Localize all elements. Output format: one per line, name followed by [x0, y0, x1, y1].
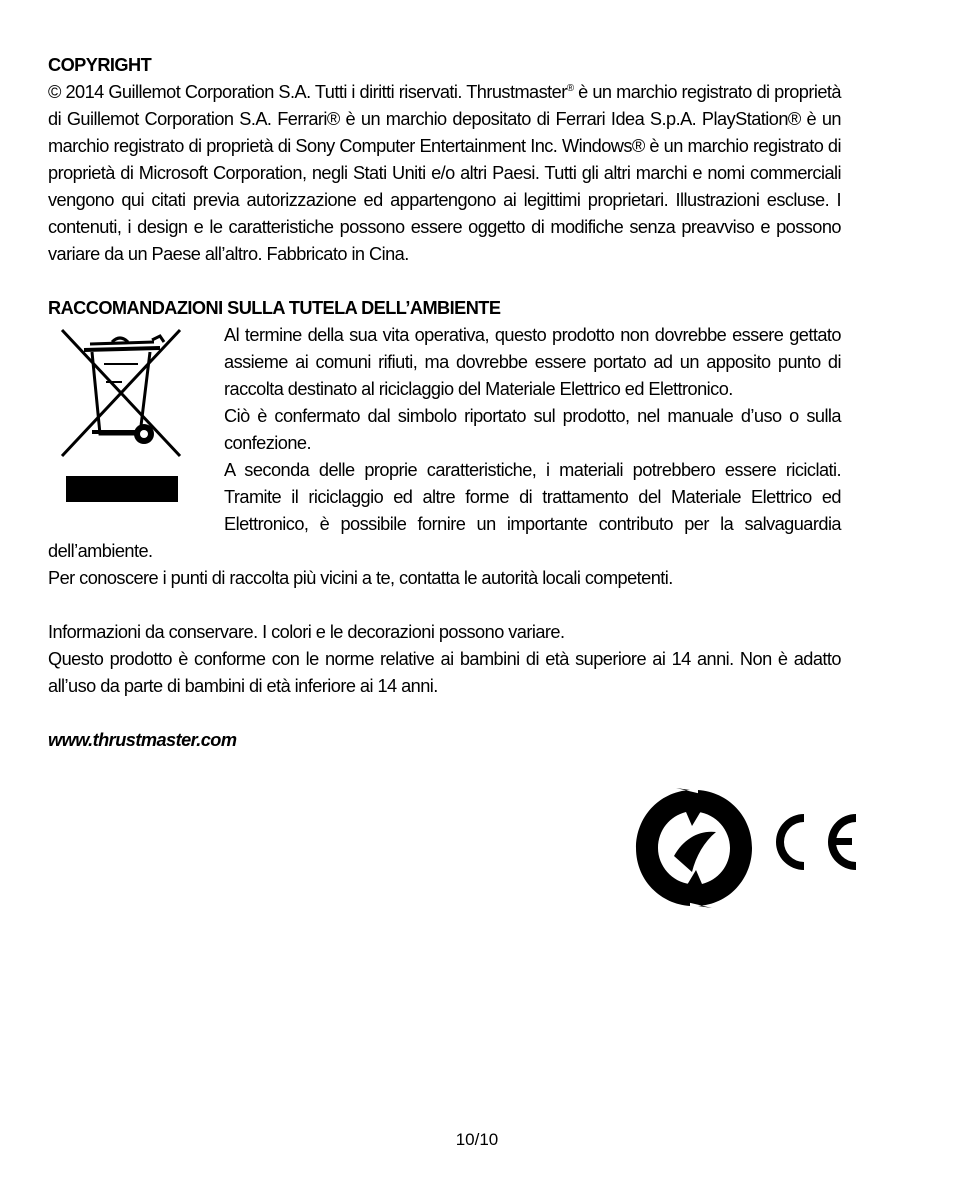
weee-symbol — [48, 322, 224, 538]
copyright-text-rest: è un marchio registrato di proprietà di Guillemot Corporation S.A. Ferrari® è un marchio depositato di Ferrari Idea S.p.A. PlayStation® è un marchio registrato di proprietà di Sony Computer Entertainment Inc. Windows® è un marchio registrato di proprietà di Microsoft Corporation, negli Stati Uniti e/o altri Paesi. Tutti gli altri marchi e nomi commerciali vengono qui citati previa autorizzazione ed appartengono ai legittimi proprietari. Illustrazioni escluse. I contenuti, i design e le caratteristiche possono essere oggetto di modifiche senza preavviso e possono variare da un Paese all’altro. Fabbricato in Cina. — [48, 82, 841, 264]
certification-logos — [634, 786, 860, 915]
info-line-2: Questo prodotto è conforme con le norme relative ai bambini di età superiore ai 14 anni. Non è adatto all’uso da parte di bambini di età inferiore ai 14 anni. — [48, 649, 841, 696]
document-page — [48, 52, 841, 754]
environment-paragraph-2: Ciò è confermato dal simbolo riportato sul prodotto, nel manuale d’uso o sulla confezione. — [224, 406, 841, 453]
green-dot-icon — [636, 788, 752, 908]
registered-mark: ® — [566, 82, 574, 94]
copyright-heading: COPYRIGHT — [48, 55, 152, 75]
black-bar — [66, 476, 178, 502]
website-link[interactable]: www.thrustmaster.com — [48, 730, 237, 750]
weee-crossed-bin-icon — [56, 322, 184, 462]
green-dot-and-ce-icons — [634, 786, 860, 910]
environment-paragraph-1: Al termine della sua vita operativa, questo prodotto non dovrebbe essere gettato assieme ai comuni rifiuti, ma dovrebbe essere portato ad un apposito punto di raccolta destinato al riciclaggio del Materiale Elettrico ed Elettronico. — [224, 325, 841, 399]
environment-paragraph-4: Per conoscere i punti di raccolta più vicini a te, contatta le autorità locali competenti. — [48, 568, 673, 588]
environment-paragraph-3: A seconda delle proprie caratteristiche, i materiali potrebbero essere riciclati. Tramite il riciclaggio ed altre forme di trattamento del Materiale Elettrico ed Elettronico, è possibile fornire un importante contributo per la salvaguardia dell’ambiente. — [48, 460, 841, 561]
copyright-paragraph — [48, 79, 841, 268]
page-number: 10/10 — [455, 1130, 499, 1149]
copyright-text-start: © 2014 Guillemot Corporation S.A. Tutti i diritti riservati. Thrustmaster — [48, 82, 567, 102]
ce-mark-icon — [776, 814, 856, 870]
environment-heading: RACCOMANDAZIONI SULLA TUTELA DELL’AMBIENTE — [48, 298, 501, 318]
info-line-1: Informazioni da conservare. I colori e le decorazioni possono variare. — [48, 622, 565, 642]
